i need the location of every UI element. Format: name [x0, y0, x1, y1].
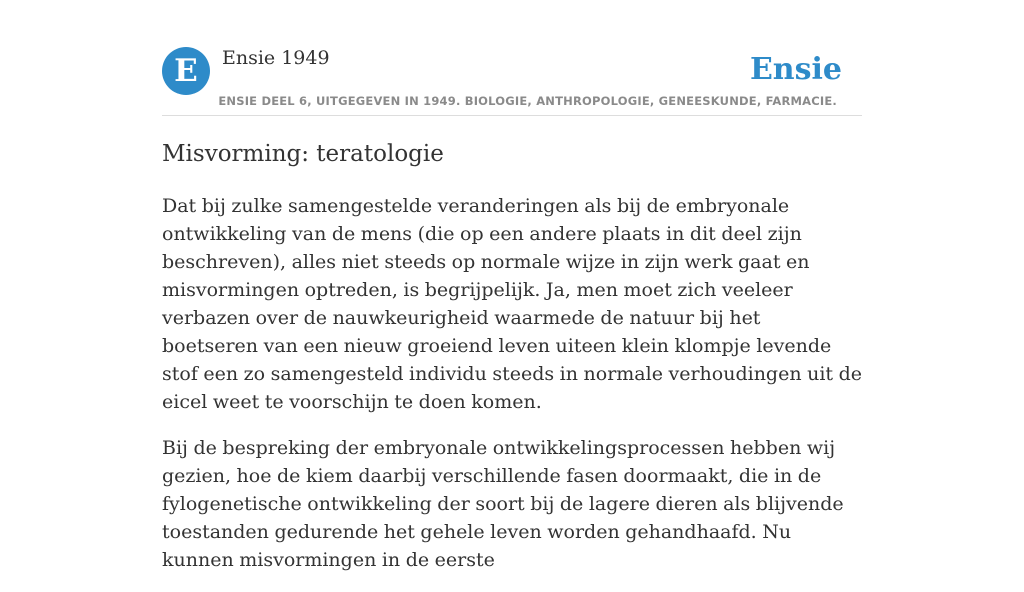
ensie-logo-icon[interactable]: E	[162, 47, 210, 95]
brand-logo-link[interactable]: Ensie	[749, 52, 842, 87]
book-title-link[interactable]: Ensie 1949	[222, 47, 330, 69]
book-subtitle: ENSIE DEEL 6, UITGEGEVEN IN 1949. BIOLOGIE, ANTHROPOLOGIE, GENEESKUNDE, FARMACIE.	[218, 94, 837, 108]
header-divider	[162, 115, 862, 116]
article-title: Misvorming: teratologie	[162, 141, 444, 167]
article-paragraph-2: Bij de bespreking der embryonale ontwikkelingsprocessen hebben wij gezien, hoe de kiem daarbij verschillende fasen doormaakt, die in de fylogenetische ontwikkeling der soort bij de lagere dieren als blijvende toestanden gedurende het gehele leven worden gehandhaafd. Nu kunnen misvormingen in de eerste	[162, 437, 844, 571]
article-paragraph-1: Dat bij zulke samengestelde veranderingen als bij de embryonale ontwikkeling van de mens (die op een andere plaats in dit deel zijn beschreven), alles niet steeds op normale wijze in zijn werk gaat en misvormingen optreden, is begrijpelijk. Ja, men moet zich veeleer verbazen over de nauwkeurigheid waarmede de natuur bij het boetseren van een nieuw groeiend leven uiteen klein klompje levende stof een zo samengesteld individu steeds in normale verhoudingen uit de eicel weet te voorschijn te doen komen.	[162, 195, 863, 413]
header	[162, 46, 862, 116]
article-body	[162, 192, 862, 592]
